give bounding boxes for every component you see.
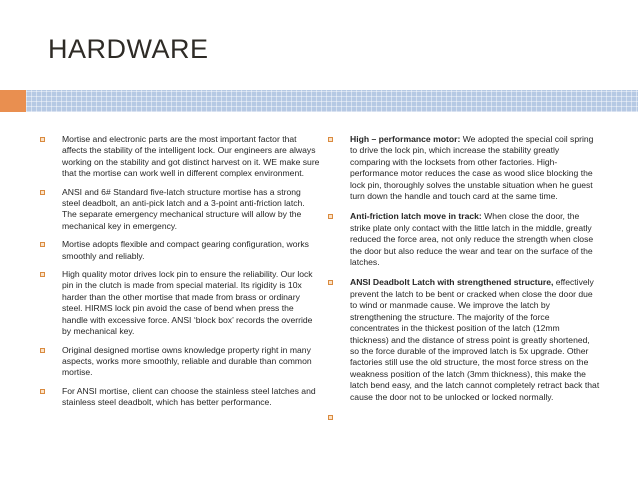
list-item-text bbox=[350, 412, 352, 422]
list-item-text: We adopted the special coil spring to drive the lock pin, which increase the stability greatly comparing with the locksets from other factories. High-performance motor reduces the case as wood slice blocking the lock pin, thoroughly solves the unstable situation when he guest turn down the handle and touch card at the same time. bbox=[350, 134, 594, 202]
list-item bbox=[40, 239, 320, 262]
header-band bbox=[0, 90, 638, 112]
list-item bbox=[40, 386, 320, 409]
list-item-heading: High – performance motor: bbox=[350, 134, 461, 144]
square-bullet-icon bbox=[40, 242, 45, 247]
list-item-text: For ANSI mortise, client can choose the stainless steel latches and stainless steel deadbolt, which has better performance. bbox=[62, 385, 316, 408]
list-item-text: Mortise and electronic parts are the most important factor that affects the stability of the intelligent lock. Our engineers are always working on the stability and got distinct harvest on it. WE make sure that the mortise can work well in different complex environment. bbox=[62, 134, 320, 179]
list-item-text: Original designed mortise owns knowledge property right in many aspects, works more smoothly, reliable and durable than common mortise. bbox=[62, 344, 312, 378]
list-item-text: effectively prevent the latch to be bent or cracked when close the door due to wind or manmade cause. We improve the latch by strengthening the structure. The majority of the force concentrates in the thickest position of the latch (12mm thickness) and the distance of stress point is greatly shortened, so the force durable of the improved latch is 5x upgrade. Other factories still use the old structure, the most force stress on the weakness position of the latch (3mm thickness), this make the latch bend easy, and the latch cannot completely retract back that cause the door not to be unlocked or locked normally. bbox=[350, 277, 600, 402]
square-bullet-icon bbox=[328, 137, 333, 142]
list-item bbox=[328, 277, 600, 402]
list-item bbox=[40, 269, 320, 337]
list-item bbox=[328, 134, 600, 202]
list-item bbox=[40, 187, 320, 233]
square-bullet-icon bbox=[328, 415, 333, 420]
left-column bbox=[40, 134, 320, 416]
list-item bbox=[40, 345, 320, 379]
list-item-heading: Anti-friction latch move in track: bbox=[350, 211, 482, 222]
header-band-pattern bbox=[26, 90, 638, 112]
list-item-text: When close the door, the strike plate only contact with the little latch in the middle, greatly reduced the force area, not only reduce the strength when close the door but also reduce the wear and tear on the surface of the latches. bbox=[350, 211, 594, 268]
list-item bbox=[40, 134, 320, 180]
list-item bbox=[328, 412, 600, 423]
square-bullet-icon bbox=[328, 280, 333, 285]
square-bullet-icon bbox=[328, 214, 333, 219]
list-item-text: Mortise adopts flexible and compact gearing configuration, works smoothly and reliably. bbox=[62, 239, 309, 261]
slide-title: HARDWARE bbox=[48, 34, 209, 64]
square-bullet-icon bbox=[40, 190, 45, 195]
list-item-heading: ANSI Deadbolt Latch with strengthened structure, bbox=[350, 277, 554, 288]
list-item-text: High quality motor drives lock pin to ensure the reliability. Our lock pin in the clutch is made from special material. Its rigidity is 10x harder than the other mortise that made from brass or ordinary steel. HIRMS lock pin avoid the case of bend when press the handle with excessive force. ANSI ‘block box’ records the override by mechanical key. bbox=[62, 269, 313, 337]
right-column bbox=[328, 134, 600, 432]
list-item-text: ANSI and 6# Standard five-latch structure mortise has a strong steel deadbolt, an anti-pick latch and a 3-point anti-friction latch. The separate emergency mechanical structure will allow by the mechanical key in emergency. bbox=[62, 186, 305, 231]
right-bullet-list bbox=[328, 134, 600, 423]
list-item bbox=[328, 211, 600, 268]
square-bullet-icon bbox=[40, 389, 45, 394]
header-band-accent bbox=[0, 90, 26, 112]
left-bullet-list bbox=[40, 134, 320, 409]
square-bullet-icon bbox=[40, 272, 45, 277]
square-bullet-icon bbox=[40, 137, 45, 142]
square-bullet-icon bbox=[40, 348, 45, 353]
